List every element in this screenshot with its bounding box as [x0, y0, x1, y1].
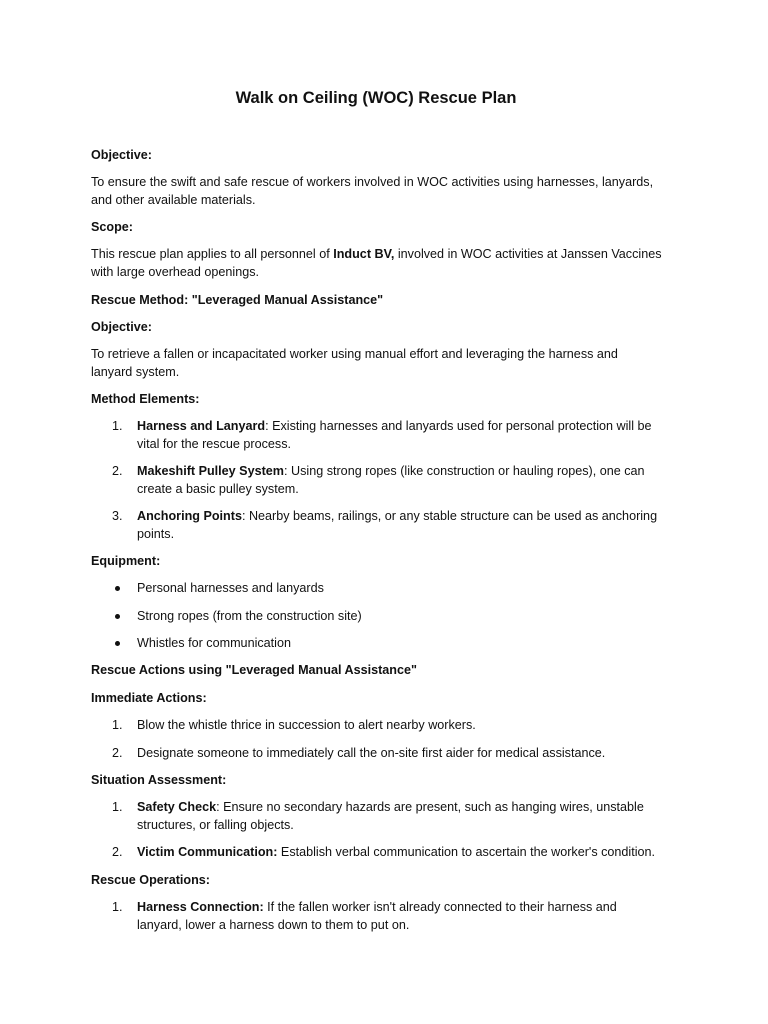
method-objective-text-line-1: To retrieve a fallen or incapacitated worker using manual effort and leveraging the harness and: [91, 347, 618, 361]
objective-heading: Objective:: [91, 148, 152, 162]
list-item-text: [137, 899, 617, 917]
scope-text-part: This rescue plan applies to all personnel of: [91, 247, 334, 261]
list-item-text: structures, or falling objects.: [137, 818, 294, 832]
method-objective-heading: Objective:: [91, 320, 152, 334]
list-item-text: Designate someone to immediately call the on-site first aider for medical assistance.: [137, 746, 606, 760]
scope-text-part: involved in WOC activities at Janssen Vaccines: [394, 247, 662, 261]
rescue-method-heading: Rescue Method: "Leveraged Manual Assistance": [91, 293, 384, 307]
list-item-text: Blow the whistle thrice in succession to alert nearby workers.: [137, 718, 476, 732]
list-item-term: Harness and Lanyard: [137, 419, 266, 433]
list-number: 1.: [112, 419, 123, 433]
list-item-text: points.: [137, 527, 175, 541]
scope-text-line-2: with large overhead openings.: [91, 265, 260, 279]
list-number: 2.: [112, 464, 123, 478]
scope-text-line-1: [91, 246, 662, 264]
list-item-text: create a basic pulley system.: [137, 482, 299, 496]
list-item-text: lanyard, lower a harness down to them to put on.: [137, 918, 410, 932]
objective-text-line-1: To ensure the swift and safe rescue of workers involved in WOC activities using harnesses, lanyards,: [91, 175, 654, 189]
list-item-text: [137, 463, 645, 481]
list-item-term: Safety Check: [137, 800, 217, 814]
list-item-text: [137, 508, 657, 526]
list-item-description: If the fallen worker isn't already connected to their harness and: [263, 900, 617, 914]
rescue-actions-heading: Rescue Actions using "Leveraged Manual Assistance": [91, 663, 417, 677]
list-item-description: : Nearby beams, railings, or any stable structure can be used as anchoring: [241, 509, 658, 523]
list-number: 3.: [112, 509, 123, 523]
method-objective-text-line-2: lanyard system.: [91, 365, 180, 379]
equipment-heading: Equipment:: [91, 554, 161, 568]
list-item-text: [137, 799, 644, 817]
list-number: 1.: [112, 718, 123, 732]
list-number: 2.: [112, 845, 123, 859]
bullet-icon: [115, 641, 120, 646]
list-number: 2.: [112, 746, 123, 760]
list-item-description: Establish verbal communication to ascertain the worker's condition.: [277, 845, 656, 859]
list-item-text: Personal harnesses and lanyards: [137, 581, 324, 595]
immediate-actions-heading: Immediate Actions:: [91, 691, 207, 705]
list-item-description: : Using strong ropes (like construction or hauling ropes), one can: [284, 464, 645, 478]
list-item-term: Makeshift Pulley System: [137, 464, 284, 478]
bullet-icon: [115, 614, 120, 619]
list-item-text: vital for the rescue process.: [137, 437, 291, 451]
objective-text-line-2: and other available materials.: [91, 193, 256, 207]
list-item-text: [137, 844, 655, 862]
list-item-description: : Ensure no secondary hazards are present, such as hanging wires, unstable: [216, 800, 644, 814]
document-title: Walk on Ceiling (WOC) Rescue Plan: [235, 89, 517, 107]
bullet-icon: [115, 586, 120, 591]
list-number: 1.: [112, 800, 123, 814]
list-number: 1.: [112, 900, 123, 914]
list-item-text: Strong ropes (from the construction site): [137, 609, 362, 623]
company-name: Induct BV,: [333, 247, 395, 261]
list-item-term: Victim Communication:: [137, 845, 278, 859]
list-item-term: Anchoring Points: [137, 509, 242, 523]
list-item-term: Harness Connection:: [137, 900, 264, 914]
list-item-description: : Existing harnesses and lanyards used for personal protection will be: [265, 419, 652, 433]
situation-assessment-heading: Situation Assessment:: [91, 773, 227, 787]
rescue-operations-heading: Rescue Operations:: [91, 873, 210, 887]
list-item-text: [137, 418, 652, 436]
scope-heading: Scope:: [91, 220, 133, 234]
method-elements-heading: Method Elements:: [91, 392, 200, 406]
list-item-text: Whistles for communication: [137, 636, 291, 650]
